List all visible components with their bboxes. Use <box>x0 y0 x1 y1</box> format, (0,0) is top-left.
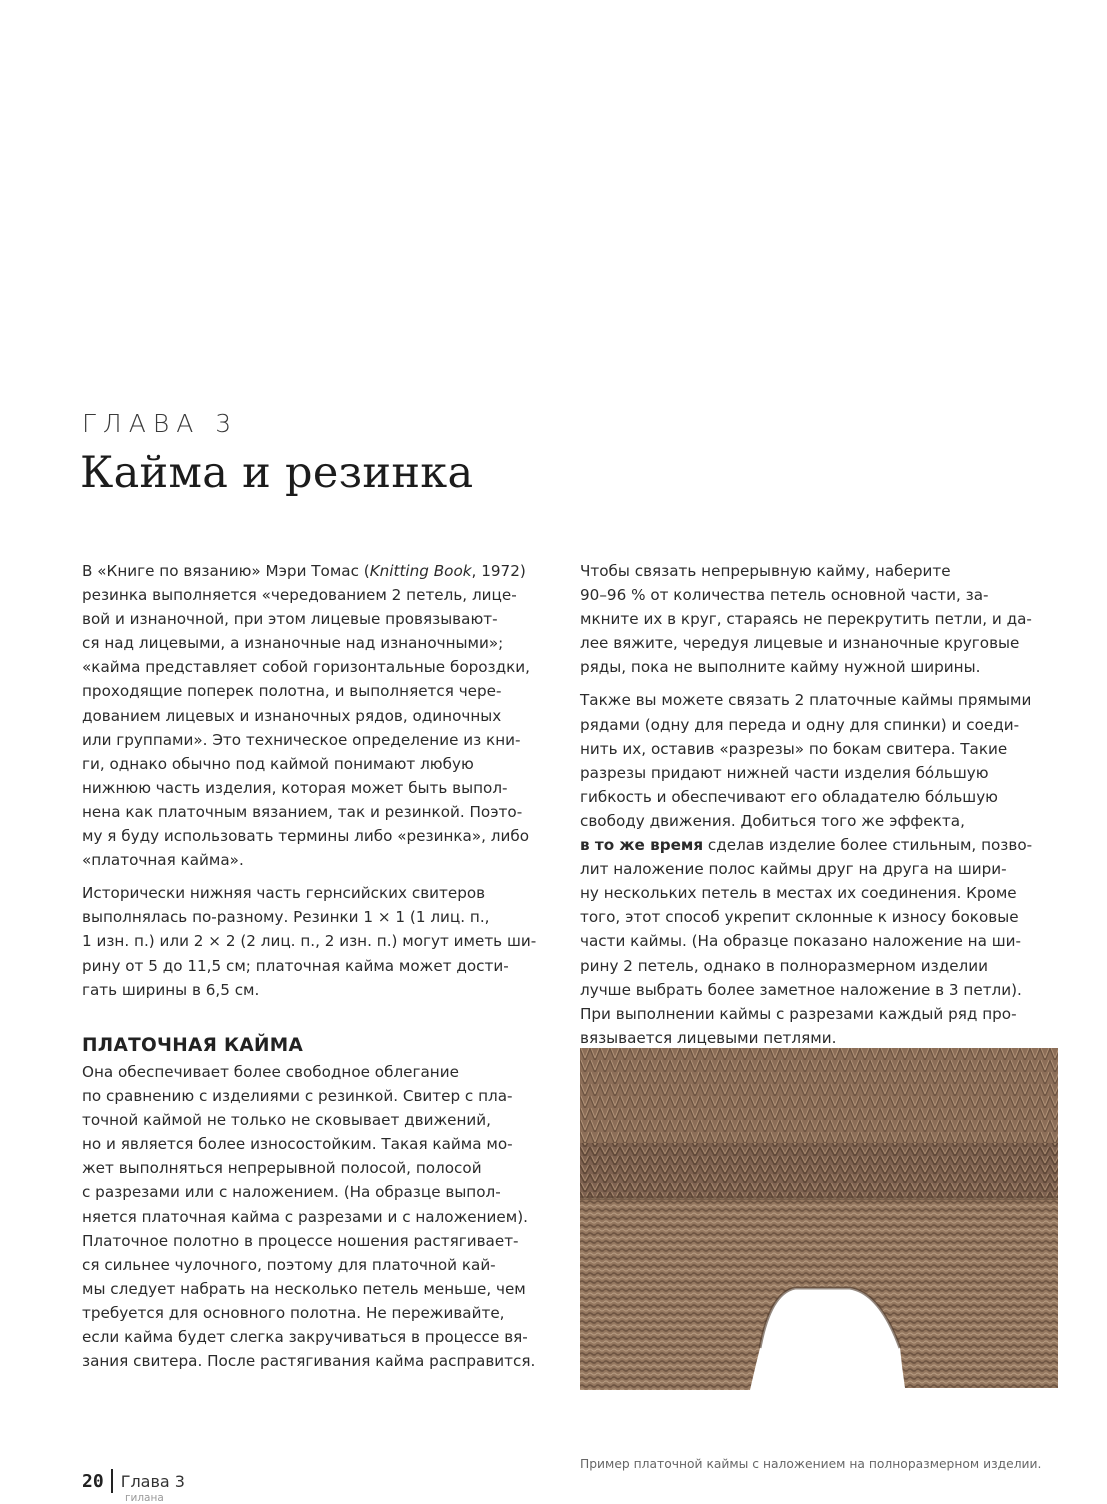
text-line: резинка выполняется «чередованием 2 петель, лице- <box>82 586 517 605</box>
knitted-hem-illustration <box>580 1048 1058 1438</box>
text-line <box>580 833 1060 857</box>
right-hem-panel <box>900 1348 1058 1388</box>
book-title: Knitting Book <box>369 562 472 580</box>
text-line: выполнялась по-разному. Резинки 1 × 1 (1 лиц. п., <box>82 908 490 927</box>
text-line: свободу движения. Добиться того же эффекта, <box>580 811 965 830</box>
text-line: или группами». Это техническое определение из кни- <box>82 730 521 749</box>
photo-caption: Пример платочной каймы с наложением на полноразмерном изделии. <box>580 1457 1042 1471</box>
text-line: гибкость и обеспечивают его обладателю бóльшую <box>580 787 998 806</box>
text-line: «кайма представляет собой горизонтальные бороздки, <box>82 658 530 677</box>
text-line: Она обеспечивает более свободное облегание <box>82 1063 459 1081</box>
text-line: дованием лицевых и изнаночных рядов, одиночных <box>82 706 502 725</box>
ribbing-band <box>580 1143 1058 1198</box>
text-line: Также вы можете связать 2 платочные каймы прямыми <box>580 691 1032 710</box>
text-line: мы следует набрать на несколько петель меньше, чем <box>82 1279 526 1298</box>
text-line: няется платочная кайма с разрезами и с наложением). <box>82 1207 528 1226</box>
text-line: му я буду использовать термины либо «резинка», либо <box>82 827 530 846</box>
paragraph-history <box>82 881 562 1001</box>
chapter-kicker: ГЛАВА 3 <box>82 409 239 438</box>
text-line: ряды, пока не выполните кайму нужной ширины. <box>580 658 981 677</box>
text-line: мкните их в круг, стараясь не перекрутить петли, и да- <box>580 610 1032 629</box>
text-line: вязывается лицевыми петлями. <box>580 1028 837 1047</box>
text-line: с разрезами или с наложением. (На образце выпол- <box>82 1183 501 1202</box>
text-line: Платочное полотно в процессе ношения растягивает- <box>82 1231 519 1250</box>
text-line: ну нескольких петель в местах их соединения. Кроме <box>580 884 1017 903</box>
page-number: 20 <box>82 1470 104 1492</box>
text-line: проходящие поперек полотна, и выполняется чере- <box>82 682 502 701</box>
text-line: но и является более износостойким. Такая кайма мо- <box>82 1135 513 1154</box>
text-line: рину 2 петель, однако в полноразмерном изделии <box>580 956 988 975</box>
text-line: вой и изнаночной, при этом лицевые провязывают- <box>82 610 498 629</box>
text-line: разрезы придают нижней части изделия бóльшую <box>580 763 989 782</box>
text-line: жет выполняться непрерывной полосой, полосой <box>82 1159 482 1178</box>
right-column <box>580 559 1060 1059</box>
text-line: лее вяжите, чередуя лицевые и изнаночные круговые <box>580 634 1020 653</box>
text-line: нена как платочным вязанием, так и резинкой. Поэто- <box>82 802 523 821</box>
text-line: зания свитера. После растягивания кайма расправится. <box>82 1352 536 1371</box>
knitted-hem-photo <box>580 1048 1058 1438</box>
text-line: «платочная кайма». <box>82 851 244 870</box>
left-hem-panel <box>580 1348 760 1390</box>
text-line: точной каймой не только не сковывает движений, <box>82 1111 492 1130</box>
text-line: требуется для основного полотна. Не переживайте, <box>82 1303 505 1322</box>
paragraph-intro <box>82 559 562 872</box>
text-line: если кайма будет слегка закручиваться в процессе вя- <box>82 1328 528 1347</box>
paragraph-continuous-hem <box>580 559 1060 679</box>
text-line: Чтобы связать непрерывную кайму, наберите <box>580 562 951 580</box>
text-line: В «Книге по вязанию» Мэри Томас (Knitting Book, 1972) <box>82 562 526 580</box>
text-line: ся над лицевыми, а изнаночные над изнаночными»; <box>82 634 504 653</box>
bold-phrase: в то же время <box>580 836 704 855</box>
text-fragment: сделав изделие более стильным, позво- <box>703 836 1033 855</box>
left-column-section <box>82 1060 562 1382</box>
text-line: ся сильнее чулочного, поэтому для платочной кай- <box>82 1255 496 1274</box>
left-column <box>82 559 562 1011</box>
text-line: нижнюю часть изделия, которая может быть выпол- <box>82 778 508 797</box>
text-line: по сравнению с изделиями с резинкой. Свитер с пла- <box>82 1087 513 1106</box>
text-line: ги, однако обычно под каймой понимают любую <box>82 754 474 773</box>
text-line: лучше выбрать более заметное наложение в 3 петли). <box>580 980 1022 999</box>
chapter-title: Кайма и резинка <box>80 448 474 498</box>
section-heading: ПЛАТОЧНАЯ КАЙМА <box>82 1035 304 1056</box>
text-line: При выполнении каймы с разрезами каждый ряд про- <box>580 1004 1017 1023</box>
text-line: рядами (одну для переда и одну для спинки) и соеди- <box>580 715 1020 734</box>
text-line <box>82 559 562 583</box>
text-line: лит наложение полос каймы друг на друга на шири- <box>580 860 1007 879</box>
text-line: нить их, оставив «разрезы» по бокам свитера. Такие <box>580 739 1008 758</box>
footer-chapter-label: Глава 3 <box>120 1471 185 1491</box>
text-line: Исторически нижняя часть гернсийских свитеров <box>82 884 486 903</box>
watermark-text: гилана <box>125 1492 164 1504</box>
text-line: части каймы. (На образце показано наложение на ши- <box>580 932 1021 951</box>
paragraph-split-hem <box>580 688 1060 1049</box>
text-line: 1 изн. п.) или 2 × 2 (2 лиц. п., 2 изн. п.) могут иметь ши- <box>82 932 537 951</box>
footer-divider <box>111 1469 113 1493</box>
page-footer <box>82 1469 185 1493</box>
paragraph-garter-hem <box>82 1060 562 1373</box>
text-line: того, этот способ укрепит склонные к износу боковые <box>580 908 1019 927</box>
text-line: рину от 5 до 11,5 см; платочная кайма может дости- <box>82 956 509 975</box>
text-line: 90–96 % от количества петель основной части, за- <box>580 586 989 605</box>
stockinette-body <box>580 1048 1058 1143</box>
text-line: гать ширины в 6,5 см. <box>82 980 260 999</box>
